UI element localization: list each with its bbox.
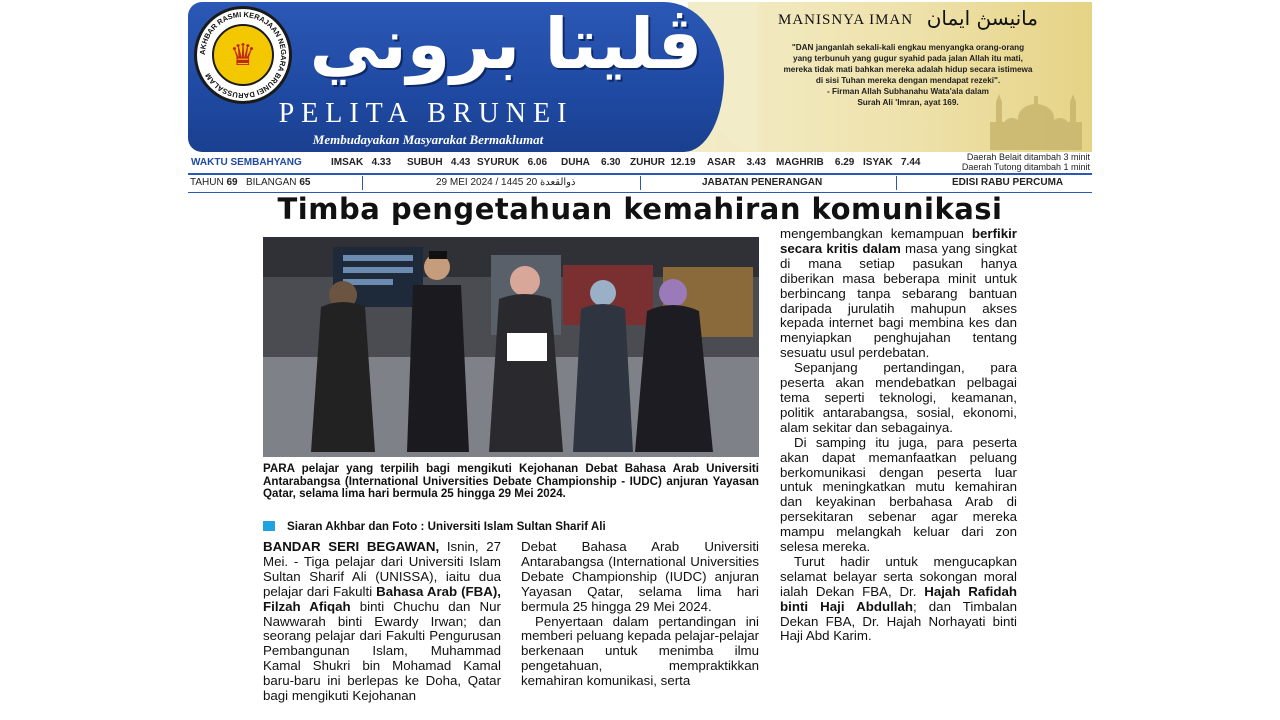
crest-icon: ♛ — [212, 24, 274, 86]
verse-line: - Firman Allah Subhanahu Wata'ala dalam — [827, 87, 989, 96]
masthead-title-latin: PELITA BRUNEI — [278, 98, 574, 129]
article-column-3 — [780, 227, 1017, 720]
prayer-times-bar — [188, 152, 1092, 172]
verse-line: mereka tidak mati bahkan mereka adalah hidup secara istimewa — [783, 65, 1033, 74]
masthead — [188, 2, 1092, 152]
group-photo-image — [263, 237, 759, 457]
article-paragraph: Penyertaan dalam pertandingan ini memberi peluang kepada pelajar-pelajar berkenaan untuk menimba ilmu pengetahuan, mempraktikkan kemahiran komunikasi, serta — [521, 613, 759, 689]
article-paragraph: BANDAR SERI BEGAWAN, Isnin, 27 Mei. - Tiga pelajar dari Universiti Islam Sultan Sharif Ali (UNISSA), iaitu dua pelajar dari Fakulti Bahasa Arab (FBA), Filzah Afiqah binti Chuchu dan Nur Nawwarah binti Ewardy Irwan; dan seorang pelajar dari Fakulti Pengurusan Pembangunan Islam, Muhammad Kamal Shukri bin Mohamad Kamal baru-baru ini berlepas ke Doha, Qatar bagi mengikuti Kejohanan — [263, 540, 501, 704]
info-separator — [896, 176, 897, 190]
article-column-2 — [521, 540, 759, 720]
article-column-1 — [263, 540, 501, 720]
prayer-time-syuruk: SYURUK 6.06 — [477, 157, 548, 168]
article-paragraph: Turut hadir untuk mengucapkan selamat belayar serta sokongan moral ialah Dekan FBA, Dr. Hajah Rafidah binti Haji Abdullah; dan Timbalan Dekan FBA, Dr. Hajah Norhayati binti Haji Abd Karim. — [780, 553, 1017, 644]
emblem-ring-text: AKHBAR RASMI KERAJAAN NEGARA BRUNEI DARUSSALAM — [197, 9, 289, 101]
prayer-time-maghrib: MAGHRIB 6.29 — [776, 157, 855, 168]
issue-date: 29 MEI 2024 / 1445 ذوالقعدة 20 — [436, 177, 576, 188]
article-paragraph: Sepanjang pertandingan, para peserta akan mendebatkan pelbagai tema seperti teknologi, keamanan, politik antarabangsa, sosial, ekonomi, alam sekitar dan sebagainya. — [780, 360, 1017, 435]
article-paragraph: Di samping itu juga, para peserta akan dapat memanfaatkan peluang berkomunikasi dengan peserta luar untuk meningkatkan mutu kemahiran dan keyakinan berbahasa Arab di persekitaran sebenar agar mereka mampu melangkah keluar dari zon selesa mereka. — [780, 434, 1017, 555]
mosque-silhouette-icon — [984, 92, 1088, 150]
article-paragraph: mengembangkan kemampuan berfikir secara kritis dalam masa yang singkat di mana setiap pasukan hanya diberikan masa beberapa minit untuk berbincang tanpa sebarang bantuan daripada jurulatih mahupun akses kepada internet bagi membina kes dan menyiapkan penghujahan tentang sesuatu usul perdebatan. — [780, 227, 1017, 361]
district-time-note: Daerah Belait ditambah 3 minit Daerah Tutong ditambah 1 minit — [961, 152, 1090, 172]
prayer-time-zuhur: ZUHUR 12.19 — [630, 157, 696, 168]
divider-rule — [188, 173, 1092, 175]
dateline: BANDAR SERI BEGAWAN, — [263, 540, 440, 554]
prayer-time-subuh: SUBUH 4.43 — [407, 157, 471, 168]
photo-caption: PARA pelajar yang terpilih bagi mengikuti Kejohanan Debat Bahasa Arab Universiti Antarabangsa (International Universities Debate Championship - IUDC) anjuran Yayasan Qatar, selama lima hari bermula 25 hingga 29 Mei 2024. — [263, 462, 759, 500]
verse-line: Surah Ali 'Imran, ayat 169. — [857, 98, 959, 107]
issue-info-bar — [188, 176, 1092, 192]
masthead-tagline: Membudayakan Masyarakat Bermaklumat — [312, 132, 544, 147]
verse-line: di sisi Tuhan mereka dengan mendapat rezeki". — [815, 76, 1001, 85]
article-paragraph: Debat Bahasa Arab Universiti Antarabangsa (International Universities Debate Championship (IUDC) anjuran Yayasan Qatar, selama lima hari bermula 25 hingga 29 Mei 2024. — [521, 540, 759, 614]
prayer-time-asar: ASAR 3.43 — [707, 157, 766, 168]
photo-credit: Siaran Akhbar dan Foto : Universiti Islam Sultan Sharif Ali — [263, 520, 759, 533]
masthead-title-jawi: ڤليتا بروني — [309, 3, 703, 85]
issue-publisher: JABATAN PENERANGAN — [702, 177, 823, 188]
article-photo — [263, 237, 759, 457]
info-separator — [640, 176, 641, 190]
masthead-blue-panel — [188, 2, 724, 152]
credit-marker-icon — [263, 521, 275, 531]
info-separator — [362, 176, 363, 190]
verse-line: "DAN janganlah sekali-kali engkau menyangka orang-orang — [791, 43, 1025, 52]
prayer-time-imsak: IMSAK 4.33 — [331, 157, 392, 168]
prayer-time-isyak: ISYAK 7.44 — [863, 157, 921, 168]
prayer-time-duha: DUHA 6.30 — [561, 157, 621, 168]
verse-line: yang terbunuh yang gugur syahid pada jalan Allah itu mati, — [793, 54, 1023, 63]
article-headline: Timba pengetahuan kemahiran komunikasi — [277, 192, 1003, 226]
issue-edition: EDISI RABU PERCUMA — [952, 177, 1064, 188]
prayer-times-title: WAKTU SEMBAHYANG — [191, 157, 302, 168]
issue-volume: TAHUN 69 BILANGAN 65 — [190, 177, 311, 188]
svg-text:AKHBAR RASMI KERAJAAN NEGARA B — [198, 10, 288, 100]
section-label: MANISNYA IMAN — [778, 12, 914, 28]
emblem-ring-icon — [197, 9, 289, 101]
section-label-jawi: مانيسڽ ايمان — [926, 6, 1038, 30]
brunei-crest-emblem — [194, 6, 292, 104]
